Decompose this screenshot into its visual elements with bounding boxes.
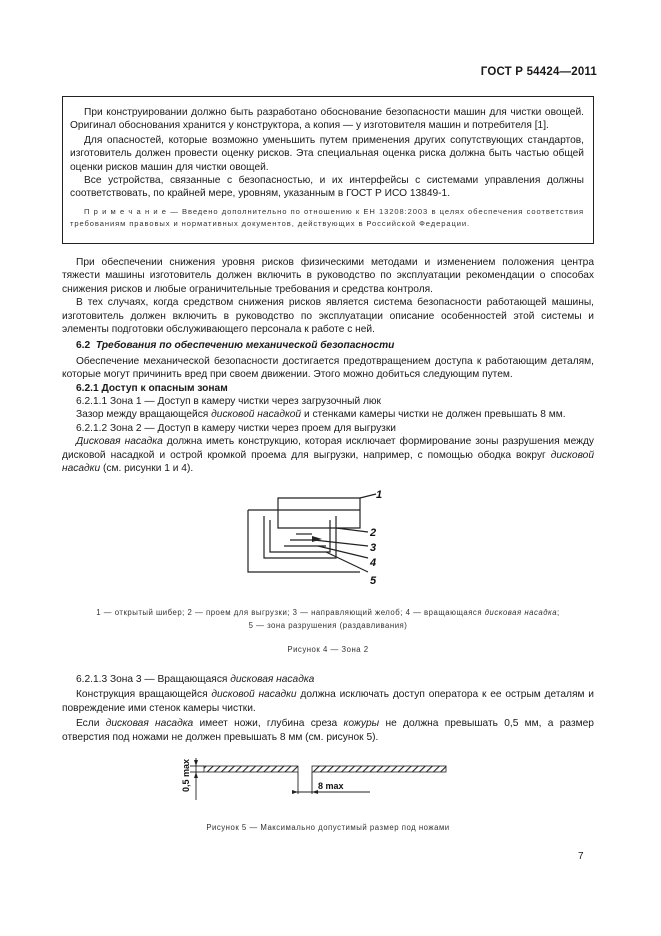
figure-label: 5 — [370, 575, 377, 587]
paragraph: При обеспечении снижения уровня рисков физическими методами и изменением положения центра тяжести машины изготовитель должен включить в руководство по эксплуатации рекомендации о способах снижения рисков и любые ограничительные требования и средства контроля. — [62, 257, 594, 295]
section-heading: 6.2 Требования по обеспечению механической безопасности — [76, 340, 395, 352]
figure-4-legend-line2: 5 — зона разрушения (раздавливания) — [248, 621, 408, 630]
paragraph: Конструкция вращающейся дисковой насадки должна исключать доступ оператора к ее острым деталям и повреждение ими стенок камеры чистки. — [62, 689, 594, 714]
main-text — [62, 256, 594, 476]
paragraph: Обеспечение механической безопасности достигается предотвращением доступа к работающим деталям, которые могут причинить вред при своем движении. Этого можно добиться следующим путем. — [62, 355, 594, 381]
paragraph: Для опасностей, которые возможно уменьшить путем применения других сопутствующих стандартов, изготовитель должен провести оценку рисков. Эта специальная оценка риска должна быть частью общей оценки рисков машин для чистки овощей. — [70, 134, 584, 173]
subsection-heading: 6.2.1.2 Зона 2 — Доступ в камеру чистки через проем для выгрузки — [76, 422, 396, 434]
paragraph: Все устройства, связанные с безопасностью, и их интерфейсы с системами управления должны соответствовать, по крайней мере, уровням, указанным в ГОСТ Р ИСО 13849-1. — [70, 175, 584, 200]
figure-4-caption: Рисунок 4 — Зона 2 — [287, 645, 369, 654]
figure-label: 4 — [370, 557, 377, 569]
figure-4-legend: 1 — открытый шибер; 2 — проем для выгрузки; 3 — направляющий желоб; 4 — вращающаяся дисковая насадка; — [96, 608, 560, 617]
paragraph: В тех случаях, когда средством снижения рисков является система безопасности работающей машины, изготовитель должен включить в руководство по эксплуатации описание особенностей этой системы и элементы подготовки обслуживающего персонала к работе с ней. — [62, 297, 594, 336]
page-number: 7 — [578, 851, 584, 862]
note-text: — Введено дополнительно по отношению к ЕН 13208:2003 в целях обеспечения соответствия требованиям правовых и нормативных документов, действующих в Российской Федерации. — [70, 206, 584, 228]
paragraph: Дисковая насадка должна иметь конструкцию, которая исключает формирование зоны разрушения между дисковой насадкой и острой кромкой проема для выгрузки, например, с помощью ободка вокруг дисковой насадки (см. рисунки 1 и 4). — [62, 436, 594, 475]
paragraph: При конструировании должно быть разработано обоснование безопасности машин для чистки овощей. Оригинал обоснования хранится у конструктора, а копия — у изготовителя машин и потребителя [1]. — [70, 107, 584, 132]
subsection-heading: 6.2.1.1 Зона 1 — Доступ в камеру чистки через загрузочный люк — [76, 396, 382, 408]
figure-label: 3 — [370, 542, 377, 554]
note-label: П р и м е ч а н и е — [84, 206, 167, 216]
subsection-heading: 6.2.1 Доступ к опасным зонам — [76, 382, 228, 394]
figure-5-drawing — [180, 756, 450, 810]
note — [70, 206, 584, 230]
figure-4-drawing — [240, 484, 400, 600]
section-6213 — [62, 673, 594, 744]
subsection-heading: 6.2.1.3 Зона 3 — Вращающаяся дисковая насадка — [76, 674, 315, 685]
paragraph: Если дисковая насадка имеет ножи, глубина среза кожуры не должна превышать 0,5 мм, а размер отверстия под ножами не должен превышать 8 мм (см. рисунок 5). — [62, 718, 594, 743]
dimension-label: 8 max — [318, 781, 344, 791]
dimension-label: 0,5 max — [181, 758, 191, 792]
paragraph: Зазор между вращающейся дисковой насадкой и стенками камеры чистки не должен превышать 8 мм. — [76, 409, 566, 421]
figure-label: 1 — [376, 489, 383, 501]
document-code: ГОСТ Р 54424—2011 — [480, 66, 597, 78]
figure-5-caption: Рисунок 5 — Максимально допустимый размер под ножами — [206, 823, 450, 832]
figure-label: 2 — [370, 527, 377, 539]
box-content — [70, 106, 584, 230]
